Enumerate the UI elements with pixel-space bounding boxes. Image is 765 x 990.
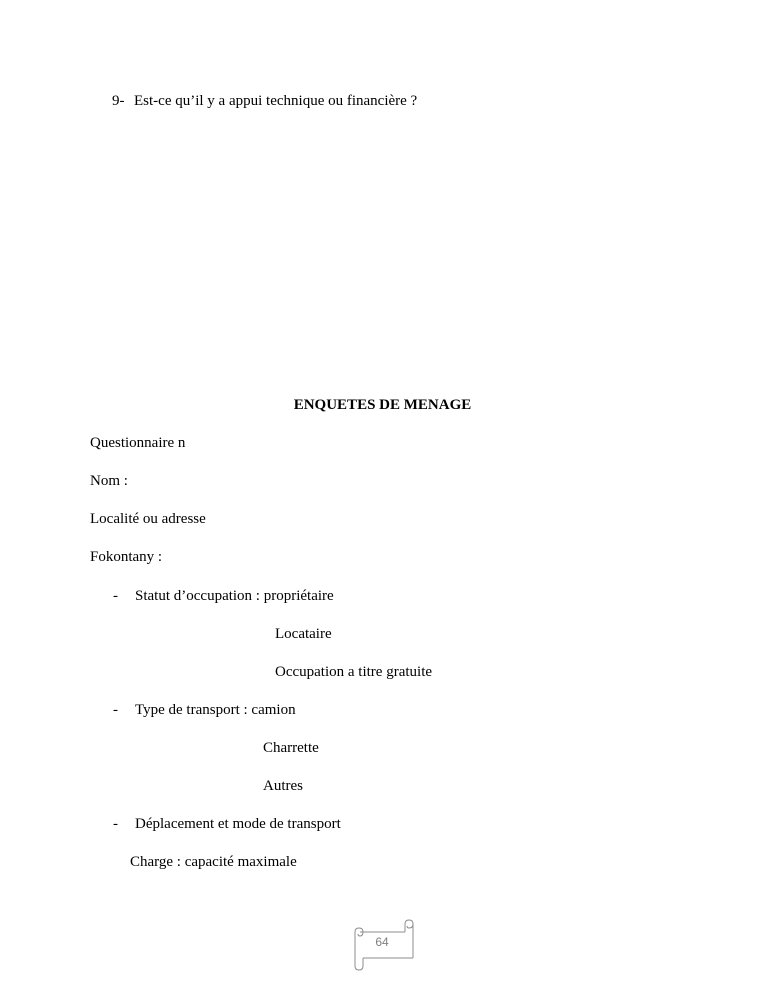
occupancy-option-free: Occupation a titre gratuite	[275, 664, 433, 680]
question-number: 9-	[112, 93, 125, 109]
charge-label: Charge : capacité maximale	[130, 854, 297, 870]
question-text: Est-ce qu’il y a appui technique ou financière ?	[134, 93, 418, 109]
movement-bullet: -	[113, 816, 118, 832]
survey-title: ENQUETES DE MENAGE	[293, 397, 472, 413]
occupancy-option-tenant: Locataire	[275, 626, 332, 642]
movement-label: Déplacement et mode de transport	[135, 816, 341, 832]
transport-label: Type de transport : camion	[135, 702, 296, 718]
name-label: Nom :	[90, 473, 128, 489]
page-number-scroll	[347, 918, 417, 972]
transport-bullet: -	[113, 702, 118, 718]
occupancy-bullet: -	[113, 588, 118, 604]
questionnaire-number-label: Questionnaire n	[90, 435, 186, 451]
transport-option-other: Autres	[263, 778, 303, 794]
occupancy-label: Statut d’occupation : propriétaire	[135, 588, 334, 604]
transport-option-cart: Charrette	[263, 740, 319, 756]
page-number: 64	[375, 935, 389, 949]
locality-label: Localité ou adresse	[90, 511, 206, 527]
fokontany-label: Fokontany :	[90, 549, 163, 565]
